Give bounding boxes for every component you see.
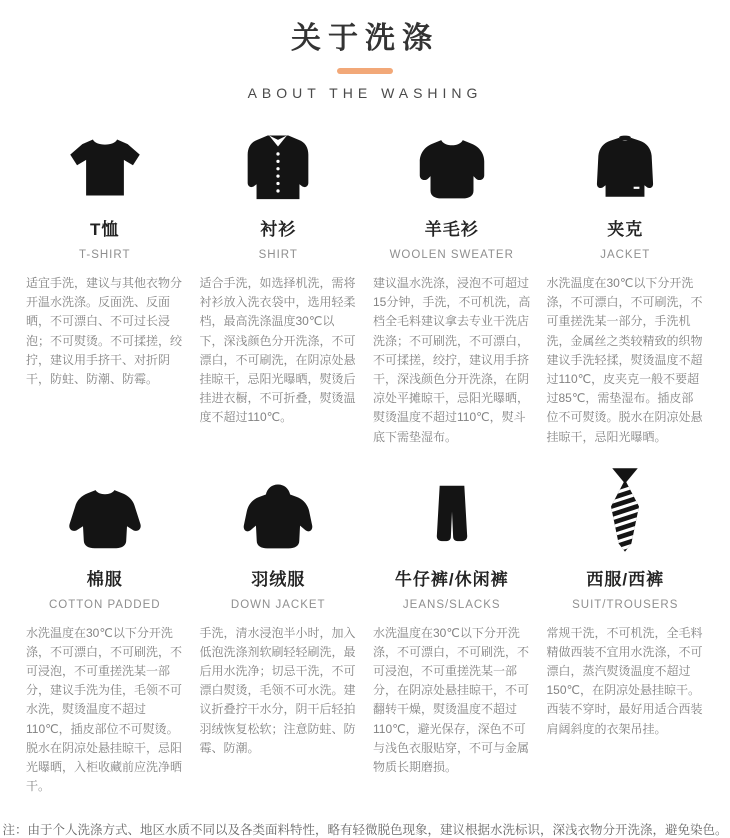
card-suit — [547, 473, 705, 797]
item-description: 建议温水洗涤，浸泡不可超过15分钟，手洗，不可机洗，高档全毛料建议拿去专业干洗店洗涤；不可刷洗，不可漂白，不可揉搓，绞拧，建议用手挤干，深浅颜色分开洗涤，在阴凉处平摊晾干，忌阳光曝晒，熨烫温度不超过110℃，熨斗底下需垫湿布。 — [373, 276, 531, 444]
item-subtitle: SUIT/TROUSERS — [572, 598, 679, 611]
item-title: T恤 — [90, 220, 120, 239]
item-title: 牛仔裤/休闲裤 — [394, 569, 509, 589]
card-jeans — [373, 473, 531, 797]
item-subtitle: JACKET — [600, 249, 651, 261]
item-description: 适宜手洗，建议与其他衣物分开温水洗涤。反面洗、反面晒，不可漂白、不可过长浸泡；不可熨烫。不可揉搓，绞拧，建议用手挤干、对折阴干，防蛀、防潮、防霉。 — [26, 276, 183, 386]
item-subtitle: JEANS/SLACKS — [402, 598, 501, 611]
page-subtitle: ABOUT THE WASHING — [247, 85, 483, 101]
item-title: 衬衫 — [260, 220, 297, 239]
item-description: 适合手洗，如选择机洗，需将衬衫放入洗衣袋中，选用轻柔档，最高洗涤温度30℃以下，深浅颜色分开洗涤，不可漂白，不可刷洗，在阴凉处悬挂晾干，忌阳光曝晒，熨烫后挂进衣橱，不可折叠，熨烫温度不超过110℃。 — [199, 276, 356, 425]
item-description: 手洗，清水浸泡半小时，加入低泡洗涤剂软刷轻轻刷洗，最后用水洗净；切忌干洗，不可漂白熨烫，毛领不可水洗。建议折叠拧干水分，阴干后轻拍羽绒恢复松软；注意防蛀、防霉、防潮。 — [199, 625, 356, 755]
shirt-icon — [200, 123, 358, 203]
title-accent-bar — [337, 68, 393, 74]
tie-icon — [547, 473, 705, 553]
down-jacket-icon — [200, 473, 358, 553]
page-title: 关于洗涤 — [291, 22, 439, 55]
item-subtitle: WOOLEN SWEATER — [389, 249, 514, 261]
sweater-icon — [373, 123, 531, 203]
item-description: 常规干洗，不可机洗，全毛料精做西装不宜用水洗涤，不可漂白，蒸汽熨烫温度不超过150℃，在阴凉处悬挂晾干。西装不穿时，最好用适合西装肩阔斜度的衣架吊挂。 — [546, 625, 703, 736]
card-down-jacket — [200, 473, 358, 797]
wash-card-grid — [0, 101, 730, 796]
jacket-icon — [547, 123, 705, 203]
item-title: 棉服 — [86, 569, 123, 589]
item-description: 水洗温度在30℃以下分开洗涤，不可漂白，不可刷洗，不可浸泡，不可重搓洗某一部分，在阴凉处悬挂晾干，不可翻转干燥，熨烫温度不超过110℃，避光保存，深色不可与浅色衣服贴穿，不可与金属物质长期磨损。 — [373, 625, 530, 774]
item-subtitle: SHIRT — [258, 249, 298, 261]
item-title: 羊毛衫 — [424, 220, 479, 239]
card-jacket — [547, 123, 705, 447]
item-description: 水洗温度在30℃以下分开洗涤，不可漂白，不可刷洗，不可浸泡，不可重搓洗某一部分，建议手洗为佳，毛领不可水洗，熨烫温度不超过110℃，插皮部位不可熨烫。脱水在阴凉处悬挂晾干，忌阳光曝晒，入柜收藏前应洗净晒干。 — [26, 625, 183, 794]
item-title: 夹克 — [607, 220, 644, 239]
card-shirt — [200, 123, 358, 447]
item-subtitle: T-SHIRT — [78, 249, 131, 261]
item-title: 西服/西裤 — [586, 569, 665, 589]
card-cotton-padded — [26, 473, 184, 797]
item-subtitle: DOWN JACKET — [230, 598, 326, 611]
item-title: 羽绒服 — [251, 569, 306, 589]
page-header — [0, 0, 730, 101]
item-subtitle: COTTON PADDED — [48, 598, 161, 611]
cotton-padded-icon — [26, 473, 184, 553]
footer-note: 注：由于个人洗涤方式、地区水质不同以及各类面料特性，略有轻微脱色现象，建议根据水洗标识，深浅衣物分开洗涤，避免染色。 — [2, 823, 728, 838]
card-tshirt — [26, 123, 184, 447]
tshirt-icon — [26, 123, 184, 203]
jeans-icon — [373, 473, 531, 553]
card-sweater — [373, 123, 531, 447]
item-description: 水洗温度在30℃以下分开洗涤，不可漂白，不可刷洗，不可重搓洗某一部分，手洗机洗，金属丝之类较精致的织物建议手洗轻揉，熨烫温度不超过110℃，皮夹克一般不要超过85℃，需垫湿布。插皮部位不可熨烫。脱水在阴凉处悬挂晾干，忌阳光曝晒。 — [546, 276, 703, 444]
